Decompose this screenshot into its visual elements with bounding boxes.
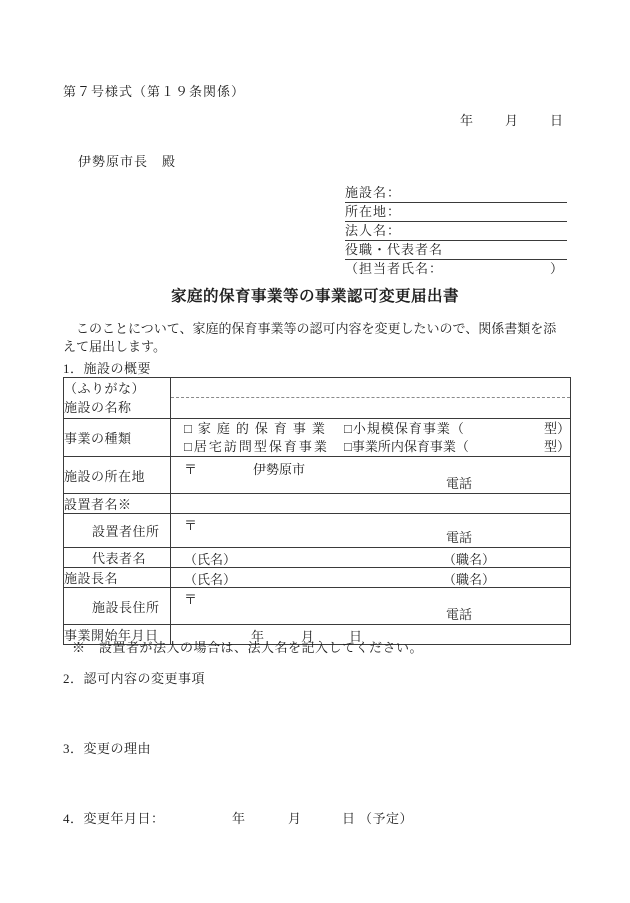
row-label-representative-name: 代表者名 xyxy=(64,548,171,568)
day-label: 日 xyxy=(349,629,363,644)
table-row-representative-name xyxy=(64,548,571,568)
business-type-value-cell xyxy=(171,419,571,457)
change-date-label: 4．変更年月日： xyxy=(63,811,165,826)
table-row-facility-location xyxy=(64,457,571,494)
job-title-field-label: （職名） xyxy=(443,572,496,587)
month-label: 月 xyxy=(288,811,302,826)
checkbox-label: 家庭的保育事業 xyxy=(197,420,331,436)
furigana-label: （ふりがな） xyxy=(64,381,146,396)
type-suffix-2: 型） xyxy=(544,438,571,454)
type-suffix-1: 型） xyxy=(544,420,571,436)
section3-heading: 3．変更の理由 xyxy=(63,741,152,756)
option-home-visit-childcare xyxy=(184,438,329,456)
table-row-director-name xyxy=(64,568,571,588)
row-label-business-type: 事業の種類 xyxy=(64,419,171,457)
table-row-founder-address xyxy=(64,514,571,548)
facility-name-field: 施設名： xyxy=(345,184,567,203)
table-row-facility-name xyxy=(64,378,571,419)
row-label-founder-address: 設置者住所 xyxy=(64,514,171,548)
section2-heading: 2．認可内容の変更事項 xyxy=(63,671,206,686)
document-title: 家庭的保育事業等の事業認可変更届出書 xyxy=(170,288,459,305)
date-month-label: 月 xyxy=(505,113,519,128)
date-year-label: 年 xyxy=(460,113,474,128)
city-name: 伊勢原市 xyxy=(253,462,306,477)
row-label-facility-location: 施設の所在地 xyxy=(64,457,171,494)
facility-location-value-cell xyxy=(171,457,571,494)
option-small-scale-childcare xyxy=(344,420,465,438)
table-row-director-address xyxy=(64,588,571,625)
option-home-childcare xyxy=(184,420,331,438)
checkbox-icon: □ xyxy=(344,438,352,454)
business-type-line-1 xyxy=(171,420,570,438)
phone-label: 電話 xyxy=(446,530,473,545)
row-label-director-name: 施設長名 xyxy=(64,568,171,588)
date-day-label: 日 xyxy=(550,113,564,128)
section1-heading: 1．施設の概要 xyxy=(63,361,152,376)
month-label: 月 xyxy=(301,629,315,644)
furigana-entry-area xyxy=(171,378,570,398)
checkbox-label: 居宅訪問型保育事業 xyxy=(193,438,329,454)
row-label-founder-name: 設置者名※ xyxy=(64,494,171,514)
option-workplace-childcare xyxy=(344,438,469,456)
body-line-1: このことについて、家庭的保育事業等の認可内容を変更したいので、関係書類を添 xyxy=(63,321,557,336)
facility-name-value-cell xyxy=(171,378,571,419)
body-paragraph xyxy=(63,320,575,355)
founder-name-value-cell xyxy=(171,494,571,514)
name-field-label: （氏名） xyxy=(184,572,237,587)
checkbox-icon: □ xyxy=(344,420,353,436)
director-address-value-cell xyxy=(171,588,571,625)
year-label: 年 xyxy=(232,811,246,826)
corporation-field: 法人名： xyxy=(345,222,567,241)
contact-person-label: （担当者氏名： xyxy=(345,261,444,276)
applicant-block xyxy=(345,184,567,278)
facility-name-label: 施設の名称 xyxy=(64,400,132,415)
contact-person-close-paren: ） xyxy=(550,261,565,276)
representative-name-value-cell xyxy=(171,548,571,568)
body-line-2: えて届出します。 xyxy=(63,338,166,354)
row-label-director-address: 施設長住所 xyxy=(64,588,171,625)
founder-address-value-cell xyxy=(171,514,571,548)
postal-mark-icon: 〒 xyxy=(184,592,198,607)
contact-person-field xyxy=(345,260,567,278)
day-label: 日 xyxy=(342,811,356,826)
date-line xyxy=(0,110,630,126)
table-row-founder-name xyxy=(64,494,571,514)
name-field-label: （氏名） xyxy=(184,552,237,567)
postal-mark-icon: 〒 xyxy=(184,462,198,477)
job-title-field-label: （職名） xyxy=(443,552,496,567)
address-field: 所在地： xyxy=(345,203,567,222)
postal-mark-icon: 〒 xyxy=(184,518,198,533)
phone-label: 電話 xyxy=(446,607,473,622)
section4-heading xyxy=(63,808,483,824)
row-label-business-start-date: 事業開始年月日 xyxy=(64,625,171,645)
representative-field: 役職・代表者名 xyxy=(345,241,567,260)
facility-name-entry-area xyxy=(171,398,570,418)
checkbox-icon: □ xyxy=(184,420,198,436)
facility-overview-table xyxy=(63,377,571,645)
checkbox-label: 事業所内保育事業（ xyxy=(351,438,469,454)
table-footnote: ※ 設置者が法人の場合は、法人名を記入してください。 xyxy=(72,640,424,655)
business-type-line-2 xyxy=(171,438,570,456)
director-name-value-cell xyxy=(171,568,571,588)
checkbox-label: 小規模保育事業（ xyxy=(352,420,465,436)
phone-label: 電話 xyxy=(446,476,473,491)
planned-suffix: （予定） xyxy=(359,811,414,826)
form-number: 第７号様式（第１９条関係） xyxy=(63,84,246,99)
checkbox-icon: □ xyxy=(184,438,194,454)
table-row-business-type xyxy=(64,419,571,457)
row-label-facility-name xyxy=(64,378,171,419)
year-label: 年 xyxy=(251,629,265,644)
addressee: 伊勢原市長 殿 xyxy=(78,154,177,169)
